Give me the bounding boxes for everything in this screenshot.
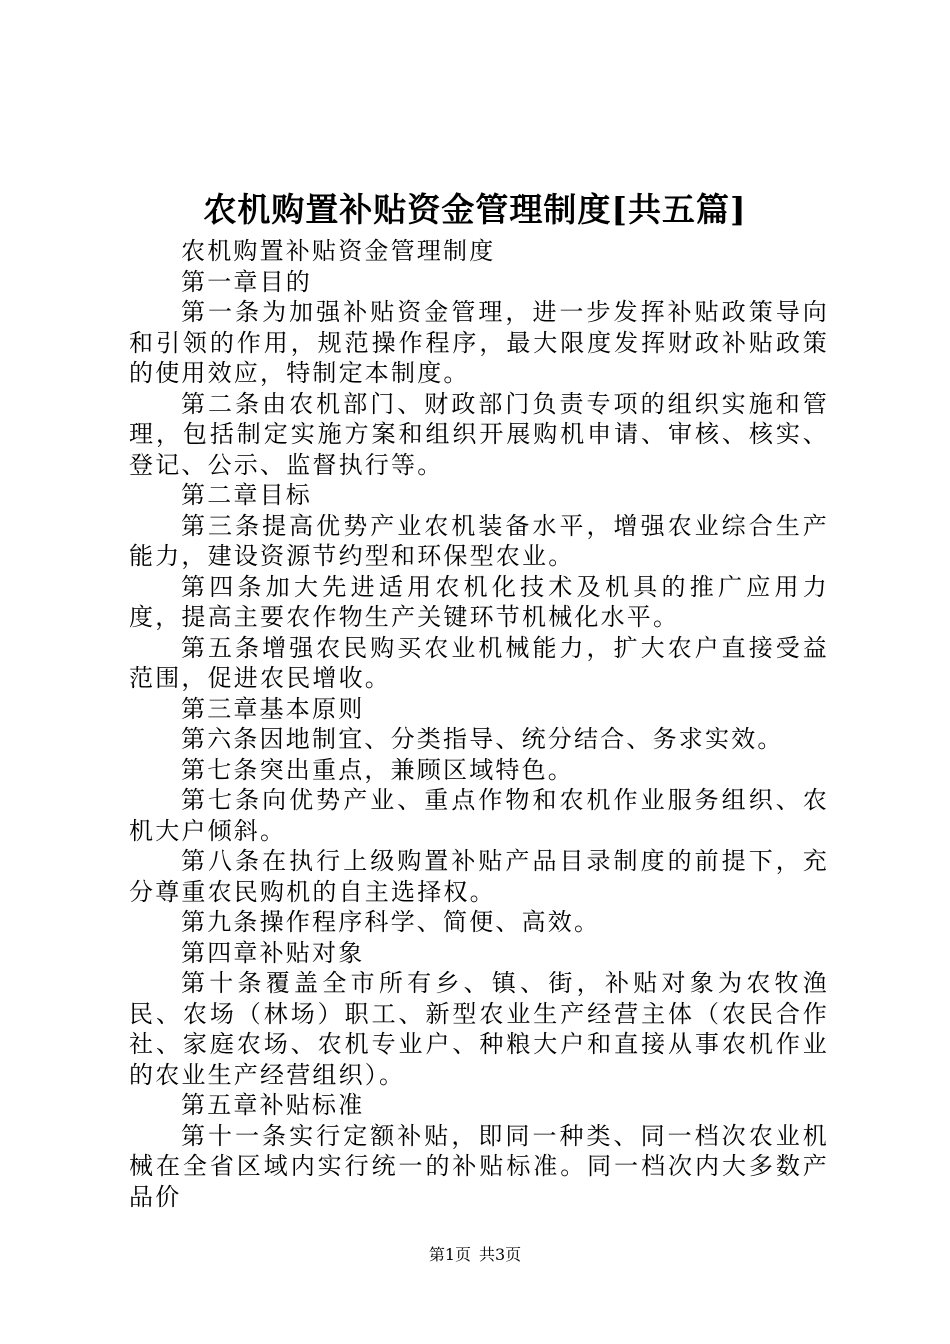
paragraph: 第九条操作程序科学、简便、高效。 [181,908,601,936]
page-total: 共3页 [479,1245,522,1264]
paragraph: 第六条因地制宜、分类指导、统分结合、务求实效。 [181,725,784,753]
paragraph: 第一章目的 [181,267,312,296]
paragraph: 第十一条实行定额补贴，即同一种类、同一档次农业机械在全省区域内实行统一的补贴标准。同一档次内大多数产品价 [129,1121,829,1211]
paragraph: 第七条突出重点，兼顾区域特色。 [181,755,574,784]
paragraph: 第二条由农机部门、财政部门负责专项的组织实施和管理，包括制定实施方案和组织开展购机申请、审核、核实、登记、公示、监督执行等。 [129,389,829,479]
paragraph: 第三条提高优势产业农机装备水平，增强农业综合生产能力，建设资源节约型和环保型农业。 [129,511,829,570]
paragraph: 农机购置补贴资金管理制度 [181,237,496,265]
paragraph: 第二章目标 [181,481,312,509]
paragraph: 第十条覆盖全市所有乡、镇、街，补贴对象为农牧渔民、农场（林场）职工、新型农业生产经营主体（农民合作社、家庭农场、农机专业户、种粮大户和直接从事农机作业的农业生产经营组织）。 [129,969,829,1089]
paragraph: 第五章补贴标准 [181,1091,365,1119]
paragraph: 第三章基本原则 [181,694,365,723]
paragraph: 第七条向优势产业、重点作物和农机作业服务组织、农机大户倾斜。 [129,786,829,845]
page-number: 第1页 [428,1245,471,1264]
paragraph: 第四条加大先进适用农机化技术及机具的推广应用力度，提高主要农作物生产关键环节机械化水平。 [129,572,829,631]
document-body [129,236,829,1212]
paragraph: 第四章补贴对象 [181,938,365,967]
page-footer [0,1245,950,1265]
paragraph: 第五条增强农民购买农业机械能力，扩大农户直接受益范围，促进农民增收。 [129,633,829,692]
document-title: 农机购置补贴资金管理制度[共五篇] [203,190,747,229]
paragraph: 第八条在执行上级购置补贴产品目录制度的前提下，充分尊重农民购机的自主选择权。 [129,847,829,906]
paragraph: 第一条为加强补贴资金管理，进一步发挥补贴政策导向和引领的作用，规范操作程序，最大限度发挥财政补贴政策的使用效应，特制定本制度。 [129,298,829,387]
